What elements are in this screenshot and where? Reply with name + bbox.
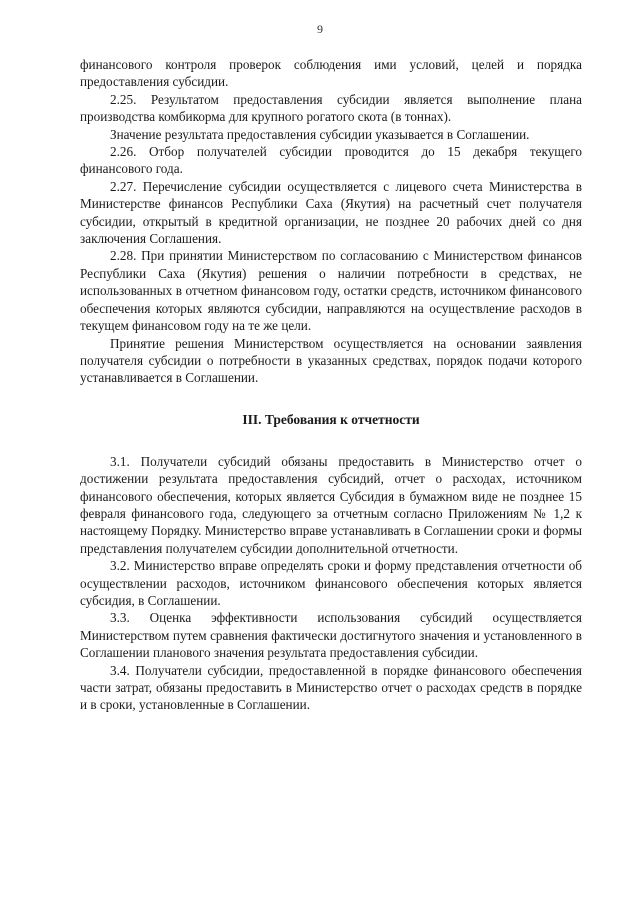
paragraph-continuation: финансового контроля проверок соблюдения ими условий, целей и порядка предоставления субсидии. bbox=[80, 57, 582, 90]
paragraph-3-2: 3.2. Министерство вправе определять сроки и форму представления отчетности об осуществлении расходов, источником финансового обеспечения которых является субсидия, в Соглашении. bbox=[80, 558, 582, 608]
paragraph-3-3: 3.3. Оценка эффективности использования субсидий осуществляется Министерством путем сравнения фактически достигнутого значения и установленного в Соглашении планового значения результата предоставления субсидии. bbox=[80, 610, 582, 661]
page-number: 9 bbox=[317, 22, 323, 36]
paragraph-2-26: 2.26. Отбор получателей субсидии проводится до 15 декабря текущего финансового года. bbox=[80, 144, 582, 177]
paragraph-2-25: 2.25. Результатом предоставления субсидии является выполнение плана производства комбикорма для крупного рогатого скота (в тоннах). bbox=[80, 91, 582, 125]
section-heading: III. Требования к отчетности bbox=[242, 411, 420, 427]
paragraph-2-28-decision: Принятие решения Министерством осуществляется на основании заявления получателя субсидии о потребности в указанных средствах, порядок подачи которого устанавливается в Соглашении. bbox=[80, 335, 582, 386]
paragraph-2-28: 2.28. При принятии Министерством по согласованию с Министерством финансов Республики Саха (Якутия) решения о наличии потребности в средствах, не использованных в отчетном финансовом году, остатки средств, источником финансового обеспечения которых являются субсидии, направляются на осуществление расходов в текущем финансовом году на те же цели. bbox=[80, 248, 582, 334]
paragraph-3-4: 3.4. Получатели субсидии, предоставленной в порядке финансового обеспечения части затрат, обязаны предоставить в Министерство отчет о расходах средств в порядке и в сроки, установленные в Соглашении. bbox=[80, 662, 582, 713]
document-body bbox=[80, 56, 582, 714]
paragraph-2-25-value: Значение результата предоставления субсидии указывается в Соглашении. bbox=[110, 126, 530, 142]
paragraph-2-27: 2.27. Перечисление субсидии осуществляется с лицевого счета Министерства в Министерстве финансов Республики Саха (Якутия) на расчетный счет получателя субсидии, открытый в кредитной организации, не позднее 20 рабочих дней со дня заключения Соглашения. bbox=[80, 178, 582, 247]
paragraph-3-1: 3.1. Получатели субсидий обязаны предоставить в Министерство отчет о достижении результата предоставления субсидий, отчет о расходах, источником финансового обеспечения, которых является Субсидия в бумажном виде не позднее 15 февраля финансового года, следующего за отчетным согласно Приложениям № 1,2 к настоящему Порядку. Министерство вправе устанавливать в Соглашении сроки и формы представления получателем субсидии дополнительной отчетности. bbox=[80, 453, 582, 556]
